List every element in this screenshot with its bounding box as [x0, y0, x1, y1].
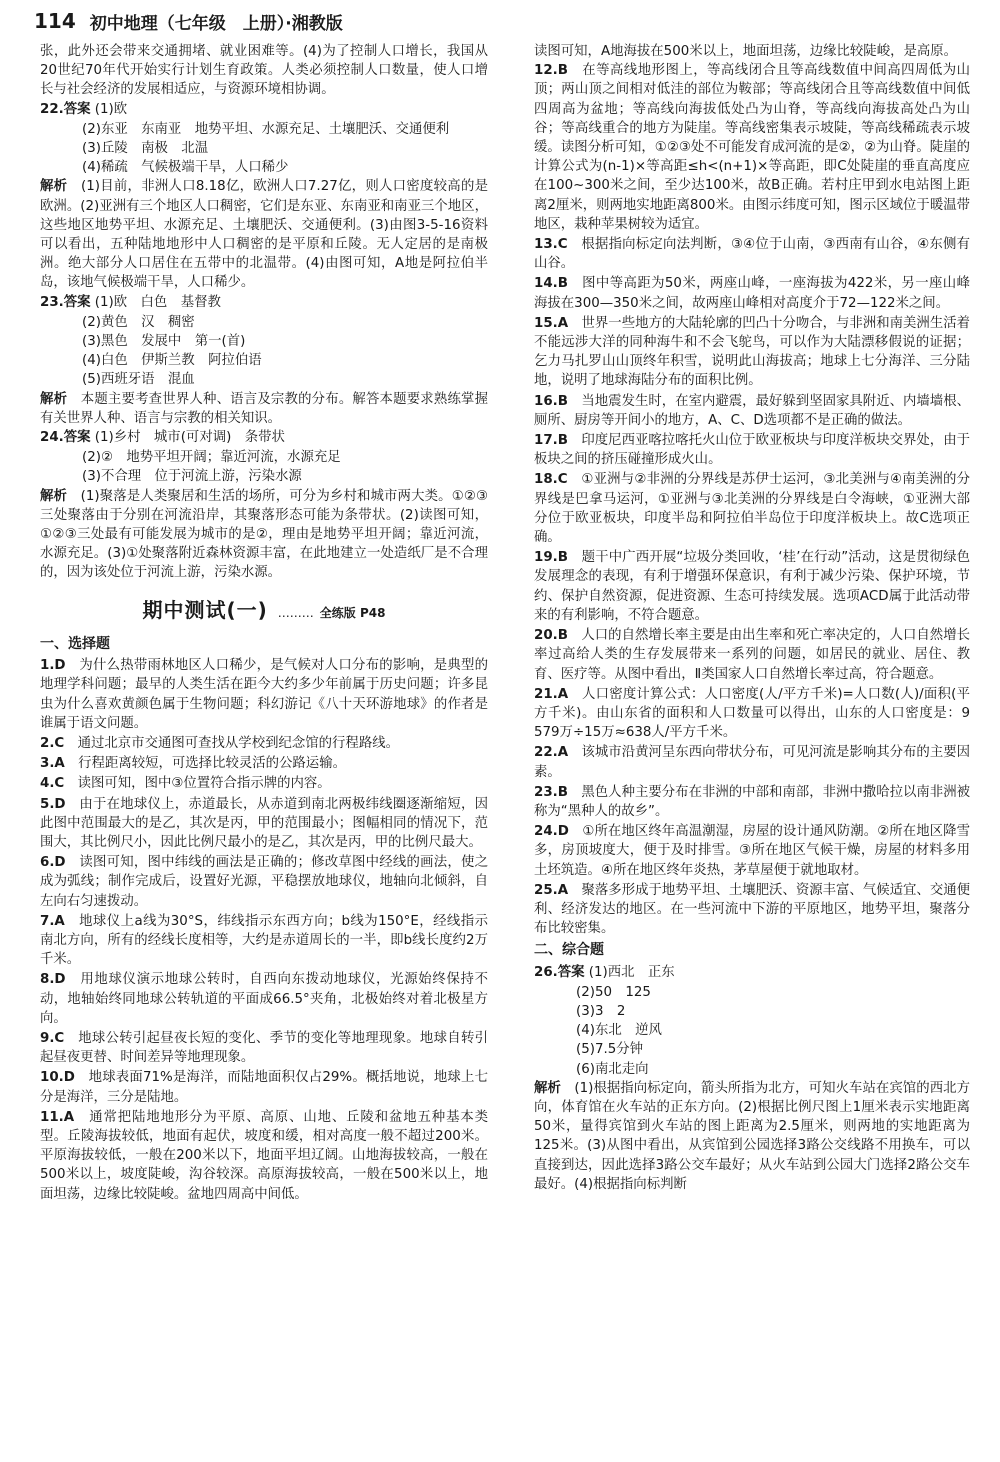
question-number: 8.D	[40, 972, 66, 988]
item-text: 世界一些地方的大陆轮廓的凹凸十分吻合，与非洲和南美洲生活着不能远涉大洋的同种海牛和不会飞鸵鸟，可以作为大陆漂移假说的证据；乞力马扎罗山山顶终年积雪，说明此山海拔高；地球上七分海洋、三分陆地，说明了地球海陆分布的面积比例。	[534, 315, 970, 389]
list-item	[534, 685, 970, 743]
explanation-text: 本题主要考查世界人种、语言及宗教的分布。解答本题要求熟练掌握有关世界人种、语言与宗教的相关知识。	[40, 391, 488, 426]
list-item	[40, 912, 488, 970]
book-title: 初中地理（七年级 上册）·湘教版	[89, 13, 343, 34]
list-item	[534, 822, 970, 880]
intro-paragraph: 张，此外还会带来交通拥堵、就业困难等。(4)为了控制人口增长，我国从20世纪70年代开始实行计划生育政策。人类必须控制人口数量，使人口增长与社会经济的发展相适应，与资源环境相协调。	[40, 44, 488, 98]
answer-label: 答案	[557, 964, 585, 980]
page-header	[34, 6, 343, 36]
item-text: 行程距离较短，可选择比较灵活的公路运输。	[78, 756, 346, 772]
item-text: ①亚洲与②非洲的分界线是苏伊士运河，③北美洲与④南美洲的分界线是巴拿马运河，①亚洲与③北美洲的分界线是白令海峡，①亚洲大部分位于欧亚板块，印度半岛和阿拉伯半岛位于印度洋板块上。故C选项正确。	[534, 472, 970, 546]
question-number: 3.A	[40, 756, 65, 772]
part-title: 一、选择题	[40, 635, 110, 652]
item-text: 图中等高距为50米，两座山峰，一座海拔为422米，另一座山峰海拔在300—350米之间，故两座山峰相对高度介于72—122米之间。	[534, 276, 970, 311]
list-item	[534, 548, 970, 625]
section-ref: 全练版 P48	[319, 605, 386, 620]
question-number: 11.A	[40, 1109, 75, 1125]
item-text: 人口的自然增长率主要是由出生率和死亡率决定的，人口自然增长率过高给人类的生存发展带来一系列的问题，如居民的就业、居住、教育、医疗等。从图中看出，Ⅱ类国家人口自然增长率过高，符合题意。	[534, 628, 970, 682]
question-number: 19.B	[534, 550, 568, 566]
answer-label: 答案	[63, 294, 91, 310]
answer-24	[40, 428, 488, 447]
item-text: 黑色人种主要分布在非洲的中部和南部，非洲中撒哈拉以南非洲被称为“黑种人的故乡”。	[534, 784, 970, 819]
item-text: 当地震发生时，在室内避震，最好躲到坚固家具附近、内墙墙根、厕所、厨房等开间小的地方，A、C、D选项都不是正确的做法。	[534, 393, 970, 428]
question-number: 20.B	[534, 628, 568, 644]
section-title: 期中测试(一)	[142, 597, 268, 622]
answer-22	[40, 100, 488, 119]
list-item	[40, 774, 488, 793]
question-number: 4.C	[40, 776, 65, 792]
question-number: 1.D	[40, 658, 66, 674]
explanation-label: 解析	[40, 391, 68, 407]
page-number: 114	[34, 9, 76, 33]
item-text: 在等高线地形图上，等高线闭合且等高线数值中间高四周低为山顶；两山顶之间相对低洼的部位为鞍部；等高线闭合且等高线数值中间低四周高为盆地；等高线向海拔低处凸为山脊，等高线向海拔高处凸为山谷；等高线重合的地方为陡崖。等高线密集表示坡陡，等高线稀疏表示坡缓。读图分析可知，①②③处不可能发育成河流的是②，②为山脊。陡崖的计算公式为(n-1)×等高距≤h<(n+1)×等高距，即C处陡崖的垂直高度应在100~300米之间，至少达100米，故B正确。若村庄甲到水电站图上距离2厘米，则两地实地距离800米。由图示纬度可知，图示区域位于暖温带地区，栽种苹果树较为适宜。	[534, 63, 970, 232]
answer-line: (1)乡村 城市(可对调) 条带状	[94, 430, 285, 446]
question-number: 7.A	[40, 913, 65, 929]
question-number: 26.	[534, 964, 558, 980]
answer-line: (1)欧	[94, 101, 128, 117]
item-text: 通常把陆地地形分为平原、高原、山地、丘陵和盆地五种基本类型。丘陵海拔较低，地面有起伏，坡度和缓，相对高度一般不超过200米。平原海拔较低，一般在200米以下，地面平坦辽阔。山地海拔较高，一般在500米以上，坡度陡峻，沟谷较深。高原海拔较高，一般在500米以上，地面坦荡，边缘比较陡峻。盆地四周高中间低。	[40, 1109, 488, 1202]
list-item	[534, 392, 970, 430]
item-text: 题干中广西开展“垃圾分类回收，‘桂’在行动”活动，这是贯彻绿色发展理念的表现，有利于增强环保意识，有利于减少污染、保护环境，节约、保护自然资源，促进资源、生态可持续发展。选项ACD属于此活动带来的有利影响，不符合题意。	[534, 550, 970, 623]
answer-23	[40, 293, 488, 312]
question-number: 22.A	[534, 745, 569, 761]
item-text: 地球表面71%是海洋，而陆地面积仅占29%。概括地说，地球上七分是海洋，三分是陆地。	[40, 1070, 488, 1105]
answer-26	[534, 963, 970, 982]
list-item	[534, 470, 970, 547]
answer-line: (2)② 地势平坦开阔；靠近河流，水源充足	[82, 450, 341, 466]
item-text: 为什么热带雨林地区人口稀少，是气候对人口分布的影响，是典型的地理学科问题；最早的人类生活在距今大约多少年前属于历史问题；许多昆虫为什么喜欢黄颜色属于生物问题；科幻游记《八十天环游地球》的作者是谁属于语文问题。	[40, 658, 488, 731]
list-item	[534, 431, 970, 469]
part-title: 二、综合题	[534, 942, 604, 959]
list-item	[534, 743, 970, 781]
question-number: 13.C	[534, 237, 568, 253]
list-item	[40, 1108, 488, 1204]
item-text: 人口密度计算公式：人口密度(人/平方千米)=人口数(人)/面积(平方千米)。由山东省的面积和人口数量可以得出，山东的人口密度是：9 579万÷15万≈638人/平方千米。	[534, 686, 970, 741]
question-number: 25.A	[534, 882, 569, 898]
question-number: 14.B	[534, 276, 568, 292]
answer-label: 答案	[63, 430, 91, 446]
list-item	[534, 881, 970, 939]
answer-line: (3)3 2	[576, 1003, 626, 1019]
question-number: 18.C	[534, 472, 568, 488]
question-number: 24.D	[534, 824, 569, 840]
question-number: 22.	[40, 101, 64, 117]
answer-line: (4)稀疏 气候极端干旱，人口稀少	[82, 160, 289, 176]
answer-line: (3)丘陵 南极 北温	[82, 141, 209, 157]
item-text: 地球公转引起昼夜长短的变化、季节的变化等地理现象。地球自转引起昼夜更替、时间差异等地理现象。	[40, 1030, 488, 1066]
question-number: 17.B	[534, 433, 568, 449]
list-item	[534, 274, 970, 312]
answer-line: (4)东北 逆风	[576, 1023, 662, 1039]
explanation-text: (1)聚落是人类聚居和生活的场所，可分为乡村和城市两大类。①②③三处聚落由于分别在河流沿岸，其聚落形态可能为条带状。(2)读图可知，①②③三处最有可能发展为城市的是②，理由是地势平坦开阔；靠近河流，水源充足。(3)①处聚落附近森林资源丰富，在此地建立一处造纸厂是不合理的，因为该处位于河流上游，污染水源。	[40, 488, 488, 581]
item-text: 印度尼西亚喀拉喀托火山位于欧亚板块与印度洋板块交界处，由于板块之间的挤压碰撞形成火山。	[534, 433, 970, 468]
item-text: 用地球仪演示地球公转时，自西向东拨动地球仪，光源始终保持不动，地轴始终同地球公转轨道的平面成66.5°夹角，北极始终对着北极星方向。	[40, 972, 488, 1026]
explanation	[40, 487, 488, 583]
question-number: 23.	[40, 294, 64, 310]
list-item	[40, 656, 488, 733]
question-number: 15.A	[534, 315, 569, 331]
list-item	[40, 734, 488, 753]
item-text: 通过北京市交通图可查找从学校到纪念馆的行程路线。	[77, 735, 399, 751]
question-number: 5.D	[40, 796, 66, 812]
section-heading	[40, 597, 488, 623]
question-number: 16.B	[534, 393, 568, 409]
list-item	[40, 795, 488, 853]
answer-line: (2)50 125	[576, 984, 651, 1000]
explanation-text: (1)目前，非洲人口8.18亿，欧洲人口7.27亿，则人口密度较高的是欧洲。(2)亚洲有三个地区人口稠密，它们是东亚、东南亚和南亚三个地区，这些地区地势平坦、水源充足、土壤肥沃、交通便利。(3)由图3-5-16资料可以看出，五种陆地地形中人口稠密的是平原和丘陵。无人定居的是南极洲。绝大部分人口居住在五带中的北温带。(4)由图可知，A地是阿拉伯半岛，该地气候极端干旱，人口稀少。	[40, 179, 488, 291]
explanation	[40, 390, 488, 428]
question-number: 6.D	[40, 855, 66, 871]
question-number: 21.A	[534, 686, 569, 702]
question-number: 12.B	[534, 63, 568, 79]
explanation-label: 解析	[40, 179, 68, 195]
item-text: 根据指向标定向法判断，③④位于山南，③西南有山谷，④东侧有山谷。	[534, 237, 970, 272]
answer-line: (2)黄色 汉 稠密	[82, 314, 195, 330]
list-item	[40, 1068, 488, 1106]
answer-line: (3)不合理 位于河流上游，污染水源	[82, 469, 302, 485]
question-number: 2.C	[40, 735, 65, 751]
left-column	[40, 42, 488, 1462]
explanation-text: (1)根据指向标定向，箭头所指为北方，可知火车站在宾馆的西北方向，体育馆在火车站的正东方向。(2)根据比例尺图上1厘米表示实地距离50米，量得宾馆到火车站的图上距离为2.5厘米，则两地的实地距离为125米。(3)从图中看出，从宾馆到公园选择3路公交线路不用换车，可以直接到达，因此选择3路公交车最好；从火车站到公园大门选择2路公交车最好。(4)根据指向标判断	[534, 1080, 970, 1192]
explanation	[40, 177, 488, 292]
item-text: 读图可知，图中纬线的画法是正确的；修改草图中经线的画法，使之成为弧线；制作完成后，设置好光源，平稳摆放地球仪，地轴向北倾斜，自左向右匀速拨动。	[40, 855, 488, 909]
answer-line: (1)欧 白色 基督教	[94, 294, 221, 310]
intro-paragraph: 读图可知，A地海拔在500米以上，地面坦荡，边缘比较陡峻，是高原。	[534, 44, 958, 59]
explanation	[534, 1079, 970, 1194]
item-text: 由于在地球仪上，赤道最长，从赤道到南北两极纬线圈逐渐缩短，因此图中范围最大的是乙，其次是丙，甲的范围最小；图幅相同的情况下，范围大，其比例尺小，因此比例尺最小的是乙，其次是丙，甲的比例尺最大。	[40, 796, 488, 850]
right-column	[534, 42, 970, 1462]
answer-line: (4)白色 伊斯兰教 阿拉伯语	[82, 353, 262, 369]
item-text: 地球仪上a线为30°S，纬线指示东西方向；b线为150°E，经线指示南北方向，所有的经线长度相等，大约是赤道周长的一半，即b线长度约2万千米。	[40, 913, 488, 968]
list-item	[40, 853, 488, 911]
question-number: 23.B	[534, 784, 568, 800]
answer-line: (2)东亚 东南亚 地势平坦、水源充足、土壤肥沃、交通便利	[82, 121, 450, 137]
item-text: 聚落多形成于地势平坦、土壤肥沃、资源丰富、气候适宜、交通便利、经济发达的地区。在一些河流中下游的平原地区，地势平坦，聚落分布比较密集。	[534, 882, 970, 937]
list-item	[534, 235, 970, 273]
section-dots: ………	[277, 605, 314, 620]
answer-line: (6)南北走向	[576, 1061, 649, 1077]
list-item	[534, 783, 970, 821]
list-item	[534, 626, 970, 684]
question-number: 9.C	[40, 1030, 65, 1046]
answer-line: (1)西北 正东	[588, 964, 675, 980]
list-item	[534, 61, 970, 234]
item-text: 该城市沿黄河呈东西向带状分布，可见河流是影响其分布的主要因素。	[534, 745, 970, 780]
question-number: 10.D	[40, 1070, 75, 1086]
answer-line: (5)西班牙语 混血	[82, 372, 195, 388]
item-text: 读图可知，图中③位置符合指示牌的内容。	[77, 776, 331, 792]
answer-label: 答案	[63, 101, 91, 117]
question-number: 24.	[40, 430, 64, 446]
list-item	[40, 754, 488, 773]
explanation-label: 解析	[40, 488, 68, 504]
list-item	[40, 970, 488, 1028]
list-item	[40, 1029, 488, 1067]
answer-line: (3)黑色 发展中 第一(首)	[82, 334, 246, 350]
explanation-label: 解析	[534, 1080, 561, 1096]
item-text: ①所在地区终年高温潮湿，房屋的设计通风防潮。②所在地区降雪多，房顶坡度大，便于及时排雪。③所在地区气候干燥，房屋的材料多用土坯筑造。④所在地区终年炎热，茅草屋便于就地取材。	[534, 824, 970, 878]
list-item	[534, 314, 970, 391]
answer-line: (5)7.5分钟	[576, 1042, 644, 1058]
